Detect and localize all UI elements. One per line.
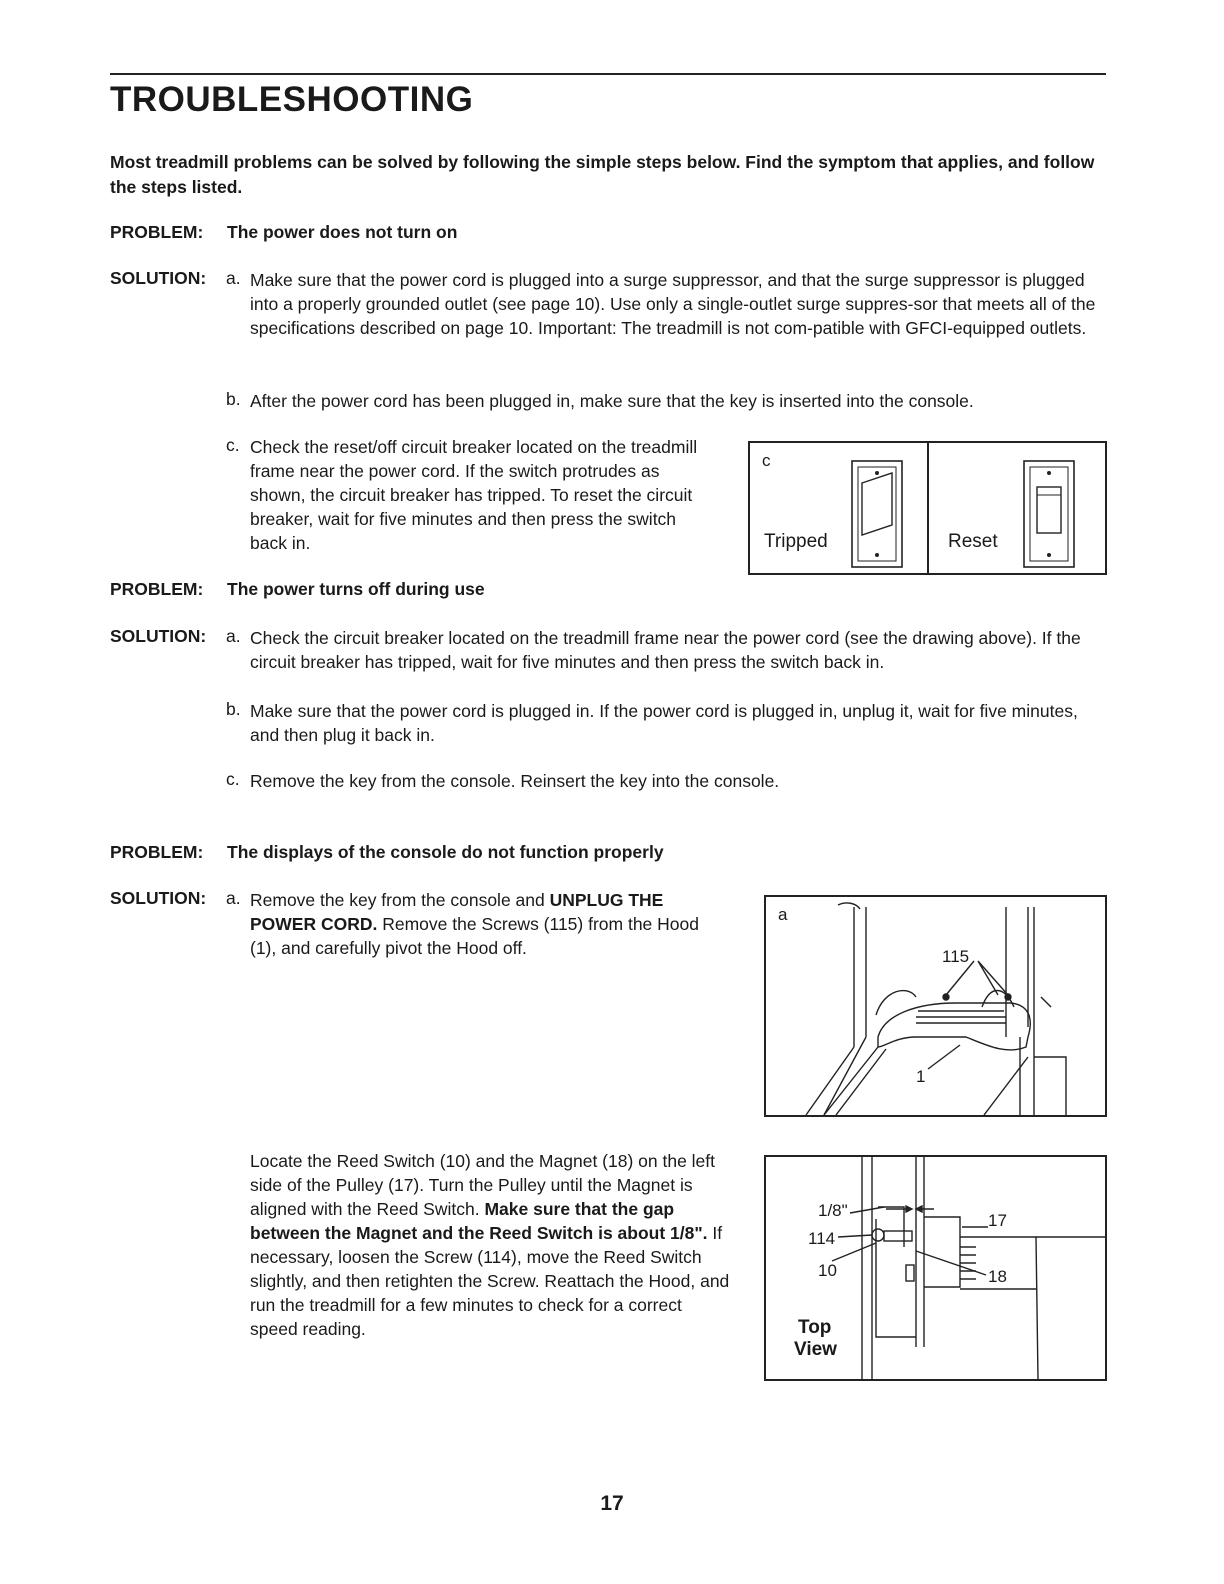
screw-callout: 114: [808, 1229, 836, 1248]
step-text: [250, 888, 725, 960]
magnet-callout: 18: [988, 1267, 1007, 1286]
step-letter: c.: [226, 769, 240, 789]
hood-callout: 1: [916, 1067, 926, 1086]
problem-label: PROBLEM:: [110, 842, 204, 862]
problem-heading: [110, 579, 485, 600]
pulley-callout: 17: [988, 1211, 1007, 1230]
hood-removal-drawing: [766, 897, 1105, 1115]
hood-removal-figure: [764, 895, 1107, 1117]
step-letter: a.: [226, 888, 241, 908]
page-number: 17: [600, 1492, 624, 1515]
solution-label: SOLUTION:: [110, 268, 207, 288]
step-text: After the power cord has been plugged in, make sure that the key is inserted into the console.: [250, 391, 974, 411]
step-text-part: If necessary, loosen the Screw (114), move the Reed Switch slightly, and then retighten the Screw. Reattach the Hood, and run the treadmill for a few minutes to check for a correct speed reading.: [250, 1223, 730, 1339]
reed-switch-figure: [764, 1155, 1107, 1381]
step-text-part: Remove the key from the console and: [250, 890, 550, 910]
tripped-switch-icon: [852, 461, 902, 567]
reed-switch-callout: 10: [818, 1261, 837, 1280]
step-text: Make sure that the power cord is plugged in. If the power cord is plugged in, unplug it, wait for five minutes, and then plug it back in.: [250, 701, 1078, 745]
tripped-label: Tripped: [764, 531, 828, 552]
circuit-breaker-drawing: [750, 443, 1105, 573]
step-text: Remove the key from the console. Reinsert the key into the console.: [250, 771, 780, 791]
reset-switch-icon: [1024, 461, 1074, 567]
problem-label: PROBLEM:: [110, 222, 204, 242]
problem-heading: [110, 222, 457, 243]
title-rule: [110, 73, 1106, 75]
warning-text: UNPLUG THE POWER CORD.: [250, 890, 664, 934]
step-letter: c.: [226, 435, 240, 455]
problem-text: The displays of the console do not function properly: [227, 842, 664, 862]
problem-text: The power turns off during use: [227, 579, 485, 599]
intro-text: Most treadmill problems can be solved by following the simple steps below. Find the symptom that applies, and follow the steps listed.: [110, 152, 1095, 197]
figure-letter: c: [762, 451, 771, 470]
step-text: Check the circuit breaker located on the treadmill frame near the power cord (see the drawing above). If the circuit breaker has tripped, wait for five minutes and then press the switch back in.: [250, 628, 1081, 672]
step-letter: b.: [226, 699, 241, 719]
page-title: TROUBLESHOOTING: [110, 80, 474, 119]
step-text: Make sure that the power cord is plugged into a surge suppressor, and that the surge suppressor is plugged into a properly grounded outlet (see page 10). Use only a single-outlet surge suppres-sor that meets all of the specifications described on page 10. Important: The treadmill is not com-patible with GFCI-equipped outlets.: [250, 270, 1096, 338]
figure-letter: a: [778, 905, 788, 924]
problem-label: PROBLEM:: [110, 579, 204, 599]
problem-text: The power does not turn on: [227, 222, 458, 242]
step-letter: b.: [226, 389, 241, 409]
problem-heading: [110, 842, 664, 863]
warning-text: Make sure that the gap between the Magnet and the Reed Switch is about 1/8".: [250, 1199, 708, 1243]
screw-callout: 115: [942, 947, 970, 966]
solution-label: SOLUTION:: [110, 626, 207, 646]
step-text: [250, 1149, 730, 1341]
step-letter: a.: [226, 268, 241, 288]
step-text-part: Locate the Reed Switch (10) and the Magnet (18) on the left side of the Pulley (17). Turn the Pulley until the Magnet is aligned with the Reed Switch.: [250, 1151, 716, 1219]
solution-label: SOLUTION:: [110, 888, 207, 908]
step-text-part: Remove the Screws (115) from the Hood (1), and carefully pivot the Hood off.: [250, 914, 699, 958]
step-text: Check the reset/off circuit breaker located on the treadmill frame near the power cord. If the switch protrudes as shown, the circuit breaker has tripped. To reset the circuit breaker, wait for five minutes and then press the switch back in.: [250, 437, 698, 553]
circuit-breaker-figure: [748, 441, 1107, 575]
top-view-label-2: View: [794, 1339, 837, 1360]
step-letter: a.: [226, 626, 241, 646]
gap-callout: 1/8": [818, 1201, 848, 1220]
reset-label: Reset: [948, 531, 998, 552]
top-view-label-1: Top: [798, 1317, 832, 1338]
